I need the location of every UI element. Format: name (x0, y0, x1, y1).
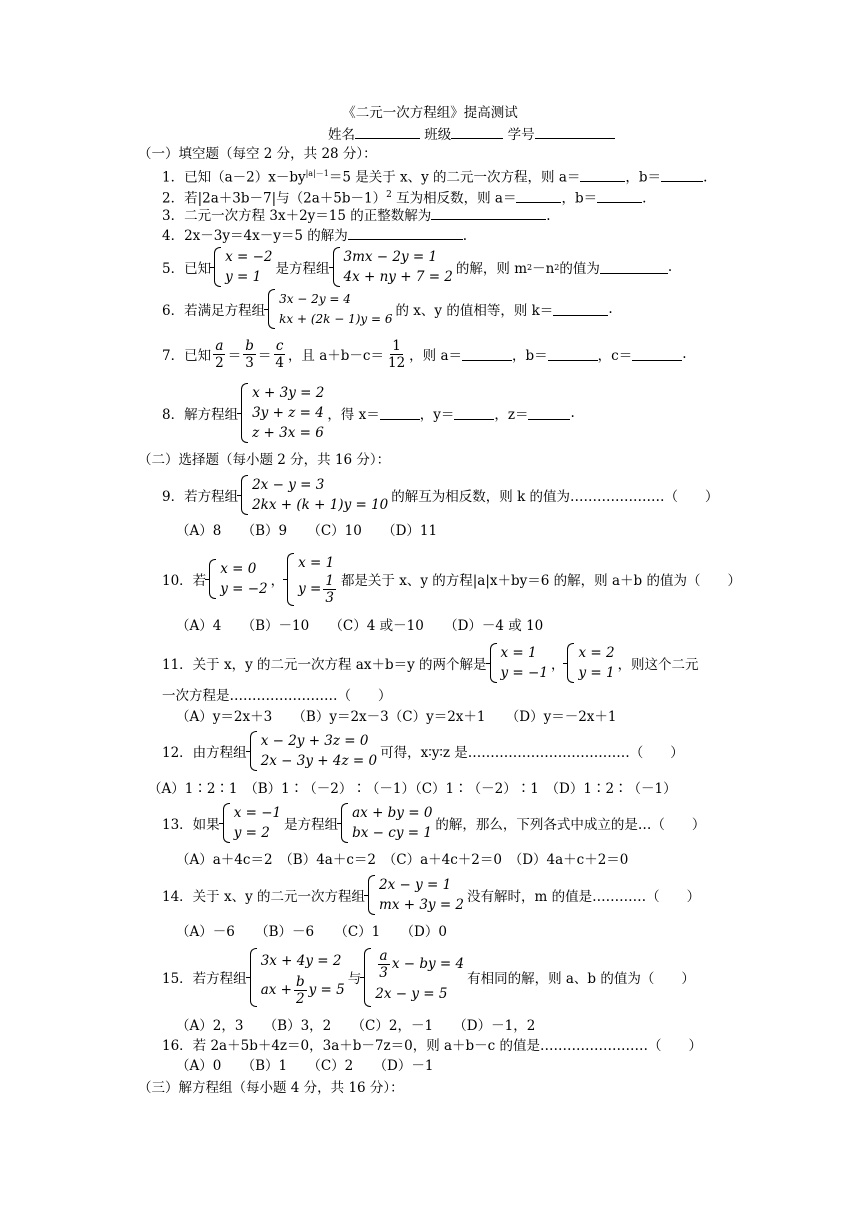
options: （A）a＋4c＝2 （B）4a＋c＝2 （C）a＋4c＋2＝0 （D）4a＋c＋2＝0 (176, 852, 629, 868)
equation-system: 3x + 4y = 2 ax + $\frac{b}{2}$ y = 5 (250, 948, 345, 1007)
equation-system: x = −2 y = 1 (214, 247, 272, 287)
question-16: 16．若 2a＋5b＋4z＝0，3a＋b－7z＝0，则 a＋b－c 的值是……………………（ ） (162, 1038, 703, 1054)
fraction: $\frac{b}{3}$ (245, 337, 254, 371)
question-14: 14．关于 x、y 的二元一次方程组 2x − y = 1 mx + 3y = 2 没有解时，m 的值是…………（ ） (162, 877, 701, 913)
answer-blank[interactable] (348, 227, 463, 240)
id-label: 学号 (507, 127, 535, 143)
equation-system: x = −1 y = 2 (223, 803, 281, 843)
fraction: $\frac{a}{2}$ (215, 337, 224, 371)
fraction: $\frac{c}{4}$ (275, 337, 284, 371)
options: （A）y＝2x＋3 （B）y＝2x－3（C）y＝2x＋1 （D）y＝－2x＋1 (176, 709, 617, 725)
answer-blank[interactable] (553, 303, 608, 316)
name-blank[interactable] (355, 126, 420, 139)
class-label: 班级 (424, 127, 452, 143)
question-11: 11．关于 x，y 的二元一次方程 ax＋b＝y 的两个解是 x = 1 y = −1 ， x = 2 y = 1 ，则这个二元 (162, 645, 699, 681)
question-6: 6．若满足方程组 3x − 2y = 4 kx + (2k − 1)y = 6 的 x、y 的值相等，则 k＝ . (0, 289, 860, 329)
fraction: $\frac{1}{12}$ (387, 337, 406, 371)
id-blank[interactable] (535, 126, 615, 139)
equation-system: x − 2y + 3z = 0 2x − 3y + 4z = 0 (250, 731, 377, 771)
question-12: 12．由方程组 x − 2y + 3z = 0 2x − 3y + 4z = 0 可得，x∶y∶z 是………………………………（ ） (162, 733, 684, 769)
page-title: 《二元一次方程组》提高测试 (342, 105, 518, 121)
question-8: 8．解方程组 x + 3y = 2 3y + z = 4 z + 3x = 6 ，得 x＝ ，y＝ ，z＝ . (162, 385, 575, 441)
equation-system: $\frac{a}{3}$ x − by = 4 2x − y = 5 (364, 948, 464, 1007)
fraction: $\frac{a}{3}$ (379, 947, 388, 981)
answer-blank[interactable] (548, 348, 598, 361)
answer-blank[interactable] (661, 169, 703, 182)
answer-blank[interactable] (516, 190, 561, 203)
equation-system: ax + by = 0 bx − cy = 1 (341, 803, 432, 843)
equation-system: x = 2 y = 1 (567, 643, 614, 683)
equation-system: x + 3y = 2 3y + z = 4 z + 3x = 6 (241, 383, 324, 443)
question-3: 3．二元一次方程 3x＋2y＝15 的正整数解为 . (162, 208, 551, 224)
options: （A）8 （B）9 （C）10 （D）11 (176, 523, 438, 539)
student-info (328, 126, 615, 143)
equation-system: 2x − y = 1 mx + 3y = 2 (368, 875, 464, 915)
equation-system: x = 1 y = −1 (490, 643, 548, 683)
answer-blank[interactable] (632, 348, 682, 361)
equation-system: 3mx − 2y = 1 4x + ny + 7 = 2 (333, 247, 453, 287)
answer-blank[interactable] (431, 207, 546, 220)
fraction: $\frac{1}{3}$ (325, 572, 334, 606)
question-5: 5．已知 x = −2 y = 1 是方程组 3mx − 2y = 1 4x + ny + 7 = 2 的解，则 m 2 －n 2 的值为 . (162, 249, 673, 285)
question-1: 1．已知$(a-2)x-by^{|a|-1}=5$ 是关于 x、y 的二元一次方程，则 a＝ ，b＝ . (162, 169, 708, 186)
fraction: $\frac{b}{2}$ (295, 973, 305, 1007)
options: （A）－6 （B）－6 （C）1 （D）0 (176, 924, 447, 940)
equation-system: 3x − 2y = 4 kx + (2k − 1)y = 6 (268, 289, 392, 329)
section-heading: （一）填空题（每空 2 分，共 28 分）： (138, 146, 377, 162)
options: （A）4 （B）－10 （C）4 或－10 （D）－4 或 10 (176, 618, 544, 634)
answer-blank[interactable] (597, 190, 642, 203)
answer-blank[interactable] (600, 261, 668, 274)
options: （A）1∶2∶1 （B）1∶（－2）∶（－1）（C）1∶（－2）∶1 （D）1∶2∶（－1） (148, 781, 677, 797)
options: （A）0 （B）1 （C）2 （D）－1 (176, 1058, 434, 1074)
question-15: 15．若方程组 3x + 4y = 2 ax + $\frac{b}{2}$ y = 5 与 $\frac{a}{3}$ x − by = 4 2x − y = 5 有相同的解，则 a、b 的值为（ ） (162, 947, 695, 1007)
question-13: 13．如果 x = −1 y = 2 是方程组 ax + by = 0 bx − cy = 1 的解，那么，下列各式中成立的是…（ ） (162, 805, 706, 841)
answer-blank[interactable] (580, 169, 625, 182)
section-heading: （二）选择题（每小题 2 分，共 16 分）： (138, 452, 391, 468)
equation-system: 2x − y = 3 2kx + (k + 1)y = 10 (241, 475, 388, 515)
class-blank[interactable] (451, 126, 503, 139)
answer-blank[interactable] (380, 407, 420, 420)
answer-blank[interactable] (454, 407, 494, 420)
question-2: 2．若|2a＋3b－7|与$(2a+5b-1)^2$ 互为相反数，则 a＝ ，b＝ . (162, 190, 647, 207)
question-7: 7．已知 $\frac{a}{2}$ ＝ $\frac{b}{3}$ ＝ $\frac{c}{4}$ ，且 a＋b－c＝ $\frac{1}{12}$ ，则 a＝ ，b＝ ，c＝ . (162, 337, 687, 371)
answer-blank[interactable] (462, 348, 512, 361)
equation-system: x = 1 y = $\frac{1}{3}$ (287, 553, 338, 606)
section-heading: （三）解方程组（每小题 4 分，共 16 分）： (138, 1080, 404, 1096)
question-4: 4．2x－3y＝4x－y＝5 的解为 . (162, 228, 468, 244)
equation-system: x = 0 y = −2 (209, 559, 267, 599)
name-label: 姓名 (328, 127, 355, 143)
answer-blank[interactable] (528, 407, 570, 420)
question-9: 9．若方程组 2x − y = 3 2kx + (k + 1)y = 10 的解互为相反数，则 k 的值为…………………（ ） (162, 477, 719, 513)
options: （A）2，3 （B）3，2 （C）2，－1 （D）－1，2 (176, 1018, 536, 1034)
question-11-cont: 一次方程是……………………（ ） (162, 688, 392, 704)
question-10: 10．若 x = 0 y = −2 ， x = 1 y = $\frac{1}{3}$ 都是关于 x、y 的方程|a|x＋by＝6 的解，则 a＋b 的值为（ ） (162, 554, 741, 606)
